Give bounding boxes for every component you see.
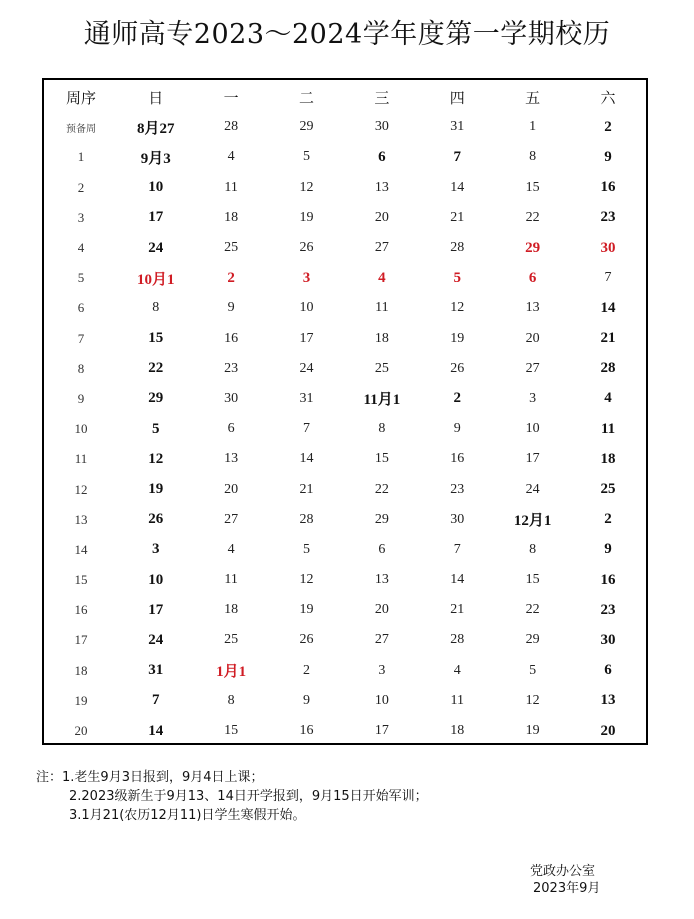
calendar-table (42, 78, 648, 745)
day-cell-friday: 27 (525, 360, 540, 376)
day-cell-wednesday: 6 (378, 148, 386, 165)
day-cell-saturday: 25 (600, 481, 616, 498)
day-cell-monday: 18 (224, 209, 239, 225)
page-title: 通师高专2023～2024学年度第一学期校历 (83, 19, 611, 50)
week-number-cell: 13 (74, 511, 88, 527)
day-cell-tuesday: 7 (302, 421, 310, 437)
day-cell-monday: 25 (224, 240, 239, 256)
day-cell-thursday: 28 (450, 240, 465, 256)
day-cell-saturday: 7 (604, 270, 612, 286)
day-cell-tuesday-holiday: 3 (302, 269, 311, 286)
header-thursday: 四 (449, 88, 465, 107)
day-cell-monday: 9 (227, 300, 235, 316)
day-cell-wednesday: 29 (374, 511, 389, 527)
week-number-cell: 9 (77, 390, 85, 406)
day-cell-friday: 13 (525, 300, 540, 316)
day-cell-friday: 22 (525, 209, 540, 225)
day-cell-thursday: 28 (450, 632, 465, 648)
day-cell-tuesday: 12 (299, 179, 314, 195)
day-cell-wednesday: 11月1 (363, 392, 401, 409)
day-cell-saturday: 2 (604, 118, 612, 135)
day-cell-monday: 30 (224, 390, 239, 406)
day-cell-thursday: 16 (450, 451, 465, 467)
week-number-cell: 8 (77, 360, 85, 376)
day-cell-sunday: 7 (151, 692, 160, 709)
day-cell-sunday: 10 (148, 179, 164, 196)
day-cell-friday: 24 (525, 481, 540, 497)
note-item-1: 注：1.老生9月3日报到，9月4日上课； (36, 770, 264, 785)
day-cell-friday: 10 (525, 421, 540, 437)
day-cell-tuesday: 31 (299, 390, 314, 406)
day-cell-monday: 18 (224, 602, 239, 618)
day-cell-saturday-holiday: 30 (600, 239, 616, 256)
header-tuesday: 二 (298, 88, 314, 107)
day-cell-friday: 8 (529, 541, 537, 557)
day-cell-thursday: 26 (450, 360, 465, 376)
day-cell-tuesday: 29 (299, 119, 314, 135)
day-cell-tuesday: 19 (299, 209, 314, 225)
day-cell-saturday: 13 (600, 692, 616, 709)
day-cell-friday: 15 (525, 572, 540, 588)
day-cell-friday: 17 (525, 451, 540, 467)
day-cell-sunday: 31 (148, 662, 164, 679)
header-sunday: 日 (148, 88, 164, 107)
day-cell-monday: 28 (224, 119, 239, 135)
day-cell-wednesday: 25 (374, 360, 389, 376)
week-number-cell: 7 (77, 330, 85, 346)
day-cell-thursday: 14 (450, 179, 465, 195)
week-number-cell: 11 (74, 451, 88, 467)
day-cell-wednesday: 30 (374, 119, 389, 135)
day-cell-friday: 19 (525, 723, 540, 739)
day-cell-thursday-holiday: 5 (453, 269, 461, 286)
header-wednesday: 三 (374, 88, 390, 107)
day-cell-monday: 15 (224, 723, 239, 739)
day-cell-sunday: 24 (148, 631, 164, 648)
day-cell-sunday: 9月3 (140, 150, 171, 167)
day-cell-wednesday: 27 (374, 632, 389, 648)
day-cell-thursday: 12 (450, 300, 465, 316)
day-cell-saturday: 16 (600, 571, 616, 588)
day-cell-friday-holiday: 29 (525, 239, 541, 256)
day-cell-thursday: 7 (453, 541, 461, 557)
day-cell-thursday: 21 (450, 209, 465, 225)
day-cell-wednesday: 8 (378, 421, 386, 437)
day-cell-saturday: 2 (604, 511, 612, 528)
day-cell-wednesday: 17 (374, 723, 389, 739)
day-cell-saturday: 11 (600, 420, 616, 437)
day-cell-thursday: 7 (453, 148, 461, 165)
header-week-number: 周序 (65, 88, 96, 107)
day-cell-monday: 11 (224, 179, 238, 195)
day-cell-thursday: 19 (450, 330, 465, 346)
day-cell-friday: 1 (529, 119, 537, 135)
day-cell-monday: 25 (224, 632, 239, 648)
day-cell-tuesday: 17 (299, 330, 314, 346)
day-cell-monday: 16 (224, 330, 239, 346)
day-cell-tuesday: 12 (299, 572, 314, 588)
week-number-cell: 5 (77, 270, 85, 286)
day-cell-tuesday: 9 (302, 692, 310, 708)
day-cell-sunday: 17 (148, 209, 164, 226)
day-cell-wednesday: 20 (374, 602, 389, 618)
day-cell-tuesday: 10 (299, 300, 314, 316)
day-cell-sunday: 8月27 (136, 120, 175, 137)
day-cell-wednesday: 20 (374, 209, 389, 225)
day-cell-sunday: 14 (148, 722, 164, 739)
day-cell-sunday: 19 (148, 481, 164, 498)
week-number-cell: 19 (74, 692, 88, 708)
week-number-cell: 3 (77, 209, 85, 225)
day-cell-monday: 4 (227, 149, 235, 165)
day-cell-saturday: 14 (600, 299, 616, 316)
day-cell-tuesday: 26 (299, 632, 314, 648)
day-cell-thursday: 31 (450, 119, 465, 135)
day-cell-tuesday: 28 (299, 511, 314, 527)
day-cell-sunday: 29 (148, 390, 164, 407)
day-cell-sunday: 22 (148, 360, 164, 377)
day-cell-saturday: 18 (600, 450, 616, 467)
day-cell-tuesday: 24 (299, 360, 314, 376)
day-cell-friday: 12月1 (513, 513, 552, 530)
day-cell-wednesday: 18 (374, 330, 389, 346)
day-cell-monday: 11 (224, 572, 238, 588)
day-cell-friday: 12 (525, 692, 540, 708)
issuing-office: 党政办公室 (530, 864, 596, 879)
week-number-cell: 6 (77, 300, 85, 316)
day-cell-thursday: 4 (453, 662, 461, 678)
day-cell-tuesday: 5 (302, 149, 310, 165)
day-cell-friday: 20 (525, 330, 540, 346)
day-cell-tuesday: 19 (299, 602, 314, 618)
signature-block (530, 863, 600, 897)
day-cell-wednesday: 13 (374, 179, 389, 195)
day-cell-tuesday: 5 (302, 541, 310, 557)
issue-date: 2023年9月 (533, 881, 601, 896)
day-cell-saturday: 6 (604, 662, 612, 679)
day-cell-monday: 27 (224, 511, 239, 527)
day-cell-saturday: 9 (604, 148, 612, 165)
day-cell-sunday: 17 (148, 601, 164, 618)
day-cell-thursday: 14 (450, 572, 465, 588)
note-item-2: 2.2023级新生于9月13、14日开学报到，9月15日开始军训； (69, 789, 428, 804)
week-number-cell: 2 (77, 179, 85, 195)
day-cell-saturday: 21 (600, 330, 616, 347)
week-number-cell: 预备周 (66, 123, 96, 135)
week-number-cell: 17 (74, 632, 88, 648)
day-cell-wednesday: 15 (374, 451, 389, 467)
day-cell-wednesday: 3 (378, 662, 386, 678)
day-cell-tuesday: 16 (299, 723, 314, 739)
day-cell-friday-holiday: 6 (528, 269, 537, 286)
notes-prefix: 注： (36, 770, 63, 785)
header-friday: 五 (525, 88, 541, 107)
day-cell-monday: 13 (224, 451, 239, 467)
day-cell-wednesday: 6 (378, 541, 386, 557)
notes-section (36, 768, 428, 825)
day-cell-monday-holiday: 1月1 (216, 664, 247, 681)
day-cell-wednesday: 27 (374, 240, 389, 256)
day-cell-monday-holiday: 2 (227, 269, 235, 286)
day-cell-sunday: 10 (148, 571, 164, 588)
day-cell-sunday: 8 (152, 300, 160, 316)
week-number-cell: 1 (77, 149, 85, 165)
header-monday: 一 (223, 88, 239, 107)
day-cell-monday: 4 (227, 541, 235, 557)
day-cell-wednesday: 22 (374, 481, 389, 497)
day-cell-tuesday: 14 (299, 451, 314, 467)
day-cell-wednesday: 11 (375, 300, 389, 316)
day-cell-friday: 3 (529, 390, 537, 406)
week-number-cell: 10 (74, 421, 88, 437)
header-saturday: 六 (600, 88, 616, 107)
week-number-cell: 18 (74, 662, 88, 678)
day-cell-saturday: 9 (604, 541, 612, 558)
day-cell-tuesday: 21 (299, 481, 314, 497)
day-cell-monday: 6 (227, 421, 235, 437)
day-cell-wednesday-holiday: 4 (378, 269, 386, 286)
day-cell-monday: 20 (224, 481, 239, 497)
day-cell-sunday: 12 (148, 450, 164, 467)
day-cell-thursday: 23 (450, 481, 465, 497)
day-cell-sunday: 5 (151, 420, 160, 437)
day-cell-thursday: 21 (450, 602, 465, 618)
day-cell-saturday: 20 (600, 722, 616, 739)
day-cell-friday: 22 (525, 602, 540, 618)
day-cell-friday: 29 (525, 632, 540, 648)
day-cell-sunday: 26 (148, 511, 164, 528)
day-cell-saturday: 23 (600, 601, 616, 618)
day-cell-saturday: 23 (600, 209, 616, 226)
day-cell-thursday: 9 (453, 421, 461, 437)
day-cell-thursday: 11 (450, 692, 464, 708)
week-number-cell: 12 (74, 481, 88, 497)
week-number-cell: 15 (74, 572, 88, 588)
day-cell-monday: 23 (224, 360, 239, 376)
day-cell-tuesday: 26 (299, 240, 314, 256)
day-cell-saturday: 16 (600, 179, 616, 196)
day-cell-saturday: 28 (600, 360, 616, 377)
day-cell-thursday: 2 (453, 390, 461, 407)
day-cell-saturday: 4 (604, 390, 612, 407)
day-cell-saturday: 30 (600, 631, 616, 648)
day-cell-sunday: 24 (148, 239, 164, 256)
day-cell-sunday: 3 (151, 541, 160, 558)
calendar-grid (44, 82, 646, 746)
day-cell-thursday: 18 (450, 723, 465, 739)
day-cell-friday: 5 (529, 662, 537, 678)
day-cell-wednesday: 13 (374, 572, 389, 588)
day-cell-wednesday: 10 (374, 692, 389, 708)
day-cell-friday: 15 (525, 179, 540, 195)
week-number-cell: 20 (74, 723, 88, 739)
note-item-3: 3.1月21(农历12月11)日学生寒假开始。 (69, 808, 306, 823)
day-cell-monday: 8 (227, 692, 235, 708)
week-number-cell: 14 (74, 541, 88, 557)
week-number-cell: 16 (74, 602, 88, 618)
week-number-cell: 4 (77, 240, 85, 256)
day-cell-thursday: 30 (450, 511, 465, 527)
day-cell-tuesday: 2 (302, 662, 310, 678)
day-cell-friday: 8 (529, 149, 537, 165)
day-cell-sunday-holiday: 10月1 (136, 271, 175, 288)
day-cell-sunday: 15 (148, 330, 164, 347)
